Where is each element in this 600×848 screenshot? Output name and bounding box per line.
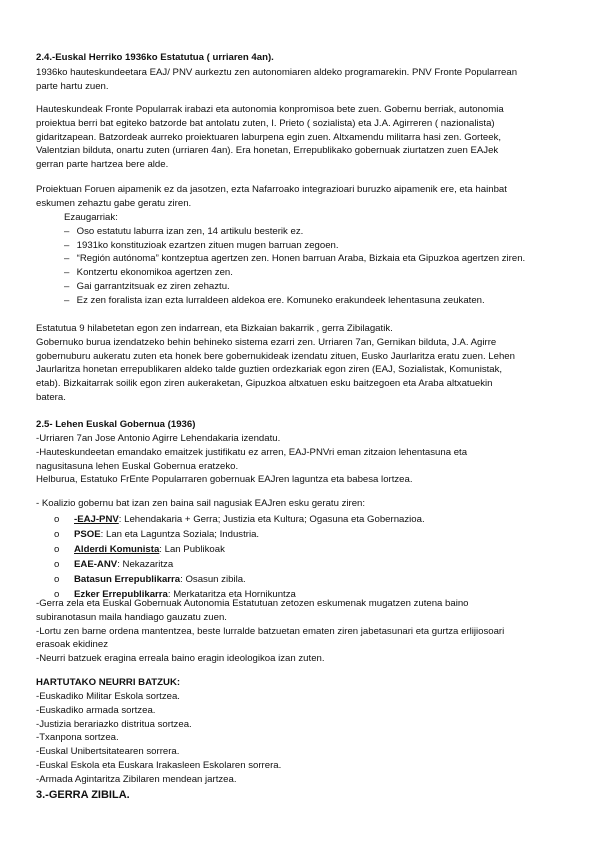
party-name: EAE-ANV [74,559,118,570]
trait-text: Oso estatutu laburra izan zen, 14 artikulu besterik ez. [76,225,304,237]
dash-icon: – [64,239,70,251]
trait-text: Ez zen foralista izan ezta lurraldeen aldekoa ere. Komuneko erakundeek lehentasuna zeukaten. [76,294,485,306]
text-line: Helburua, Estatuko FrEnte Popularraren gobernuak EAJren laguntza eta babesa lortzea. [36,474,413,486]
bullet-icon: o [54,559,60,570]
text-line: -Hauteskundeetan emandako emaitzek justifikatu ez arren, EAJ-PNVri eman zitzaion lehentasuna eta [36,446,468,458]
party-desc: : Merkataritza eta Hornikuntza [167,589,296,600]
section-24-paragraph-4 [36,322,566,405]
section-25-heading: 2.5- Lehen Euskal Gobernua (1936) [36,419,196,430]
dash-icon: – [64,253,70,265]
trait-item [64,252,574,266]
section-24-heading: 2.4.-Euskal Herriko 1936ko Estatutua ( urriaren 4an). [36,52,274,63]
section-24-paragraph-1 [36,66,566,94]
party-name: -EAJ-PNV [74,514,119,525]
party-desc: : Nekazaritza [117,559,174,570]
list-item: -Euskal Unibertsitatearen sorrera. [36,746,180,758]
traits-title: Ezaugarriak: [64,212,118,223]
party-item [54,512,564,527]
section-24-paragraph-2 [36,103,566,172]
list-item: -Justizia berariazko distritua sortzea. [36,718,192,730]
dash-icon: – [64,280,70,292]
trait-item [64,294,574,308]
list-item: -Euskal Eskola eta Euskara Irakasleen Eskolaren sorrera. [36,759,282,771]
text-line: -Urriaren 7an Jose Antonio Agirre Lehendakaria izendatu. [36,433,281,444]
text-line: -Neurri batzuek eragina erreala baino eragin ideologikoa izan zuten. [36,653,325,665]
bullet-icon: o [54,589,60,600]
section-24-paragraph-3 [36,183,566,211]
trait-text: “Región autónoma” kontzeptua agertzen zen. Honen barruan Araba, Bizkaia eta Gipuzkoa agertzen ziren. [76,253,526,265]
parties-list [54,512,564,602]
dash-icon: – [64,225,70,237]
text-line: Hauteskundeak Fronte Popularrak irabazi eta autonomia konpromisoa bete zuen. Gobernu berriak, autonomia [36,104,504,115]
text-line: subiranotasun maila handiago gauzatu zuen. [36,611,227,623]
section-25-paragraph-2 [36,597,566,666]
text-line: -Lortu zen barne ordena mantentzea, beste lurralde batzuetan ematen ziren jabetasunari eta gurtza erlijiosoari [36,625,505,637]
trait-item [64,225,574,239]
dash-icon: – [64,294,70,306]
list-item: -Armada Agintaritza Zibilaren mendean jartzea. [36,773,237,785]
party-item [54,527,564,542]
text-line: eskumen zehaztu gabe geratu ziren. [36,197,192,209]
list-item: -Euskadiko Militar Eskola sortzea. [36,691,180,702]
party-desc: : Lan eta Laguntza Soziala; Industria. [100,529,260,540]
text-line: Estatutua 9 hilabetetan egon zen indarrean, eta Bizkaian bakarrik , gerra Zibilagatik. [36,323,393,334]
party-item [54,557,564,572]
party-name: Batasun Errepublikarra [74,574,181,585]
party-name: Ezker Errepublikarra [74,589,168,600]
text-line: Valentzian bilduta, onartu zuten (urriaren 4an). Era honetan, Errepublikako gobernuak ziurtatzen zuen EAJek [36,145,499,157]
section-3-heading: 3.-GERRA ZIBILA. [36,789,130,801]
text-line: gobernuburu aukeratu zuten eta honek bere gobernukideak izendatu zituen, Eusko Jaurlaritza eratu zuen. Lehen [36,350,515,362]
party-desc: : Lan Publikoak [159,544,225,555]
party-item [54,572,564,587]
coalition-intro: - Koalizio gobernu bat izan zen baina sail nagusiak EAJren esku geratu ziren: [36,498,366,509]
text-line: gerran parte hartzea bere alde. [36,159,169,171]
text-line: Gobernuko burua izendatzeko behin behineko sistema ezarri zen. Urriaren 7an, Gernikan bilduta, J.A. Agirre [36,336,497,348]
party-name: Alderdi Komunista [74,544,160,555]
bullet-icon: o [54,514,60,525]
text-line: nagusitasuna lehen Euskal Gobernua eratzeko. [36,460,239,472]
text-line: -Gerra zela eta Euskal Gobernuak Autonomia Estatutuan zetozen eskumenak mugatzen zutena baino [36,598,469,609]
party-desc: : Lehendakaria + Gerra; Justizia eta Kultura; Ogasuna eta Gobernazioa. [118,514,425,525]
trait-item [64,266,574,280]
trait-item [64,239,574,253]
list-item: -Txanpona sortzea. [36,732,119,744]
measures-list [36,690,566,787]
text-line: Jaurlaritza honetan errepublikaren aldeko talde guztien ordezkariak egon ziren (EAJ, Sozialistak, Komunistak, [36,364,503,376]
trait-text: Kontzertu ekonomikoa agertzen zen. [76,267,233,279]
bullet-icon: o [54,574,60,585]
trait-text: 1931ko konstituzioak ezartzen zituen mugen barruan zegoen. [76,239,339,251]
text-line: gidaritzapean. Batzordeak aurreko proiektuaren laburpena egin zuen. Altxamendu militarra hasi zen. Gorteek, [36,131,502,143]
section-25-paragraph-1 [36,432,566,487]
dash-icon: – [64,267,70,279]
list-item: -Euskadiko armada sortzea. [36,704,156,716]
text-line: 1936ko hauteskundeetara EAJ/ PNV aurkeztu zen autonomiaren aldeko programarekin. PNV Fronte Popularrean [36,67,518,78]
text-line: proiektua berri bat egiteko batzorde bat antolatu zuten, I. Prieto ( sozialista) eta J.A. Agirreren ( nazionalista) [36,117,495,129]
bullet-icon: o [54,529,60,540]
measures-heading: HARTUTAKO NEURRI BATZUK: [36,677,181,688]
text-line: etab). Bizkaitarrak soilik egon ziren aukeraketan, Gipuzkoa altxatuen esku baitzegoen eta Araba altxatuekin [36,378,493,390]
text-line: erasoak ekidinez [36,639,108,651]
text-line: batera. [36,391,66,403]
text-line: parte hartu zuen. [36,80,109,92]
trait-text: Gai garrantzitsuak ez ziren zehaztu. [76,280,230,292]
traits-list [64,211,574,308]
party-name: PSOE [74,529,101,540]
bullet-icon: o [54,544,60,555]
text-line: Proiektuan Foruen aipamenik ez da jasotzen, ezta Nafarroako integrazioari buruzko aipamenik ere, eta hainbat [36,184,507,195]
party-item [54,542,564,557]
party-desc: : Osasun zibila. [180,574,246,585]
trait-item [64,280,574,294]
